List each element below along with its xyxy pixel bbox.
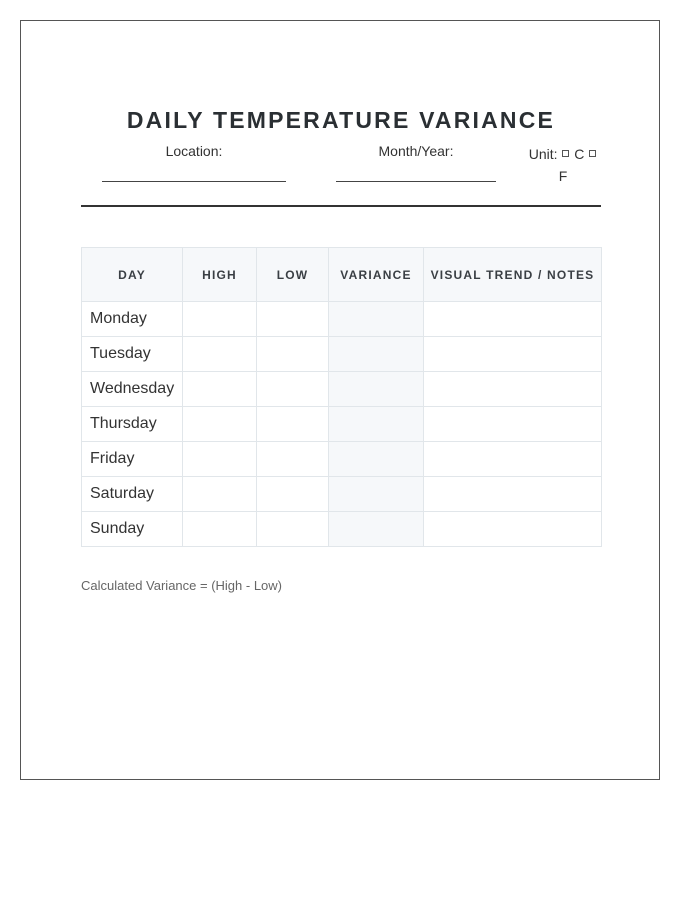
page-title: DAILY TEMPERATURE VARIANCE — [126, 107, 556, 133]
unit-c-checkbox[interactable] — [562, 150, 569, 157]
variance-cell[interactable] — [329, 302, 424, 337]
notes-cell[interactable] — [424, 442, 602, 477]
low-cell[interactable] — [257, 372, 329, 407]
notes-cell[interactable] — [424, 302, 602, 337]
notes-cell[interactable] — [424, 477, 602, 512]
table-row — [82, 372, 602, 407]
notes-cell[interactable] — [424, 372, 602, 407]
location-input-line[interactable] — [102, 181, 286, 182]
variance-cell[interactable] — [329, 477, 424, 512]
high-cell[interactable] — [183, 442, 257, 477]
high-cell[interactable] — [183, 477, 257, 512]
temperature-table — [81, 247, 602, 547]
low-cell[interactable] — [257, 407, 329, 442]
header-low: LOW — [257, 248, 329, 302]
header-day: DAY — [82, 248, 183, 302]
month-year-label: Month/Year: — [378, 143, 454, 159]
unit-c-label: C — [574, 146, 585, 162]
low-cell[interactable] — [257, 477, 329, 512]
notes-cell[interactable] — [424, 337, 602, 372]
day-cell: Saturday — [82, 477, 183, 512]
notes-cell[interactable] — [424, 512, 602, 547]
table-row — [82, 442, 602, 477]
day-cell: Thursday — [82, 407, 183, 442]
variance-cell[interactable] — [329, 372, 424, 407]
table-row — [82, 512, 602, 547]
low-cell[interactable] — [257, 442, 329, 477]
variance-cell[interactable] — [329, 337, 424, 372]
unit-field — [528, 143, 598, 187]
day-cell: Tuesday — [82, 337, 183, 372]
low-cell[interactable] — [257, 337, 329, 372]
variance-cell[interactable] — [329, 442, 424, 477]
high-cell[interactable] — [183, 337, 257, 372]
month-year-field[interactable] — [336, 143, 496, 183]
high-cell[interactable] — [183, 407, 257, 442]
worksheet-page — [20, 20, 660, 780]
unit-f-checkbox[interactable] — [589, 150, 596, 157]
table-row — [82, 407, 602, 442]
notes-cell[interactable] — [424, 407, 602, 442]
variance-footnote: Calculated Variance = (High - Low) — [81, 578, 282, 593]
location-label: Location: — [165, 143, 223, 159]
table-header-row — [82, 248, 602, 302]
day-cell: Friday — [82, 442, 183, 477]
low-cell[interactable] — [257, 512, 329, 547]
variance-cell[interactable] — [329, 512, 424, 547]
low-cell[interactable] — [257, 302, 329, 337]
day-cell: Monday — [82, 302, 183, 337]
table-row — [82, 302, 602, 337]
month-year-input-line[interactable] — [336, 181, 496, 182]
location-field[interactable] — [102, 143, 286, 183]
header-divider — [81, 205, 601, 207]
table-row — [82, 337, 602, 372]
high-cell[interactable] — [183, 302, 257, 337]
header-notes: VISUAL TREND / NOTES — [424, 248, 602, 302]
header-variance: VARIANCE — [329, 248, 424, 302]
variance-cell[interactable] — [329, 407, 424, 442]
unit-label: Unit: — [528, 146, 558, 162]
header-high: HIGH — [183, 248, 257, 302]
high-cell[interactable] — [183, 512, 257, 547]
day-cell: Wednesday — [82, 372, 183, 407]
table-row — [82, 477, 602, 512]
day-cell: Sunday — [82, 512, 183, 547]
unit-f-label: F — [558, 168, 568, 184]
high-cell[interactable] — [183, 372, 257, 407]
